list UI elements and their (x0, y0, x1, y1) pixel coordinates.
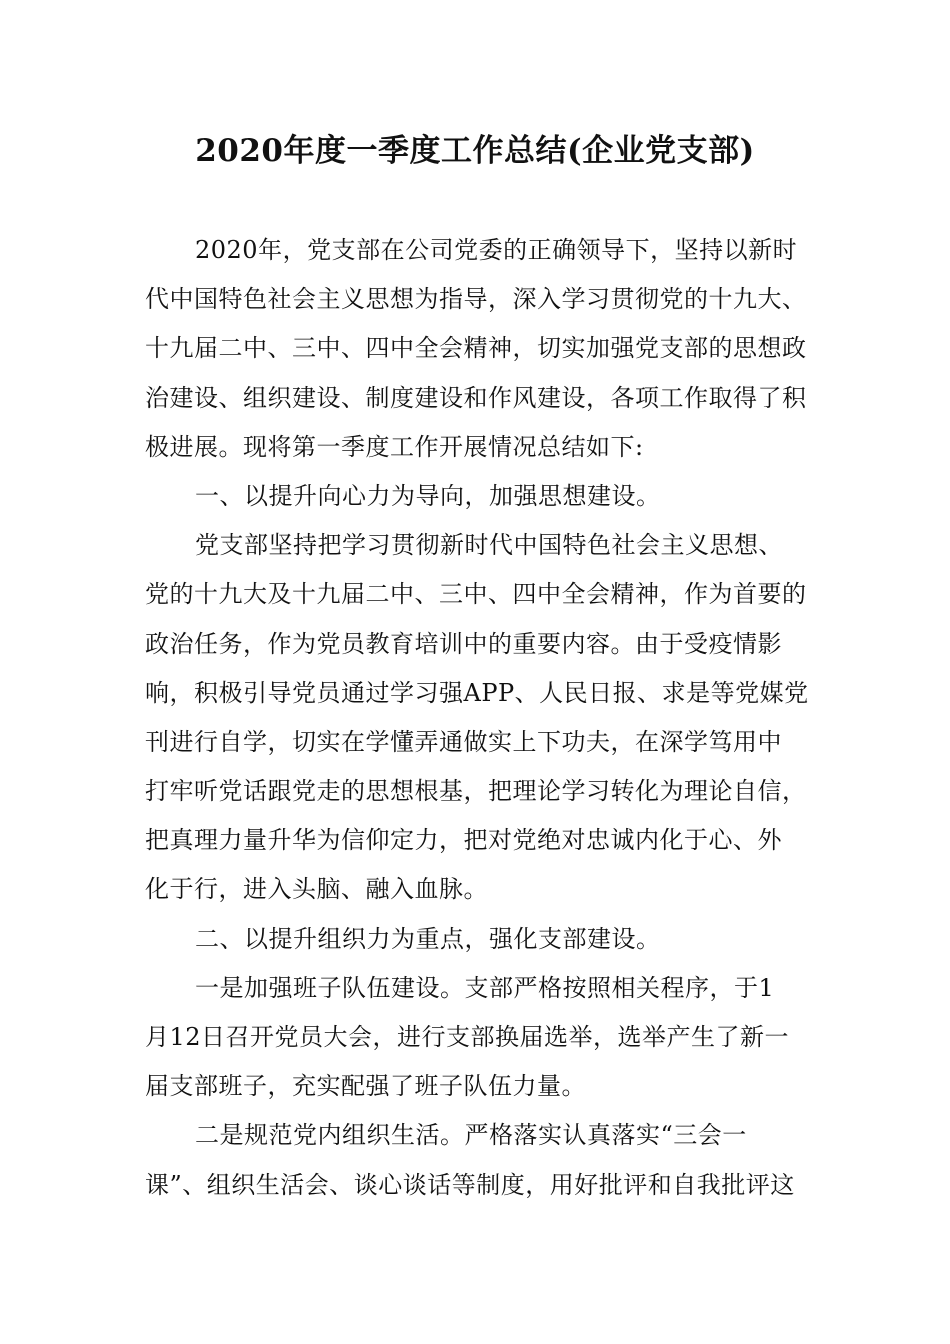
paragraph-line: 十九届二中、三中、四中全会精神，切实加强党支部的思想政 (145, 334, 807, 363)
paragraph-line: 月12日召开党员大会，进行支部换届选举，选举产生了新一 (145, 1023, 790, 1051)
paragraph-line: 政治任务，作为党员教育培训中的重要内容。由于受疫情影 (145, 629, 782, 658)
paragraph-line: 届支部班子，充实配强了班子队伍力量。 (145, 1072, 586, 1101)
paragraph-line: 2020年，党支部在公司党委的正确领导下，坚持以新时 (195, 236, 798, 264)
paragraph-line: 打牢听党话跟党走的思想根基，把理论学习转化为理论自信， (145, 777, 807, 806)
paragraph-line: 课”、组织生活会、谈心谈话等制度，用好批评和自我批评这 (145, 1170, 795, 1199)
paragraph-line: 二是规范党内组织生活。严格落实认真落实“三会一 (195, 1121, 747, 1150)
section-heading: 一、以提升向心力为导向，加强思想建设。 (195, 481, 661, 510)
paragraph-line: 刊进行自学，切实在学懂弄通做实上下功夫，在深学笃用中 (145, 727, 782, 756)
paragraph-line: 代中国特色社会主义思想为指导，深入学习贯彻党的十九大、 (145, 285, 807, 314)
paragraph-line: 治建设、组织建设、制度建设和作风建设，各项工作取得了积 (145, 383, 807, 412)
document-title: 2020年度一季度工作总结(企业党支部) (195, 133, 755, 169)
paragraph-line: 一是加强班子队伍建设。支部严格按照相关程序，于1 (195, 973, 775, 1002)
paragraph-line: 把真理力量升华为信仰定力，把对党绝对忠诚内化于心、外 (145, 826, 782, 855)
paragraph-line: 响，积极引导党员通过学习强APP、人民日报、求是等党媒党 (145, 678, 809, 707)
paragraph-line: 化于行，进入头脑、融入血脉。 (145, 875, 488, 904)
paragraph-line: 党的十九大及十九届二中、三中、四中全会精神，作为首要的 (145, 580, 807, 609)
paragraph-line: 极进展。现将第一季度工作开展情况总结如下: (145, 432, 644, 461)
paragraph-line: 党支部坚持把学习贯彻新时代中国特色社会主义思想、 (195, 531, 783, 560)
section-heading: 二、以提升组织力为重点，强化支部建设。 (195, 924, 661, 953)
document-body (145, 226, 825, 1210)
